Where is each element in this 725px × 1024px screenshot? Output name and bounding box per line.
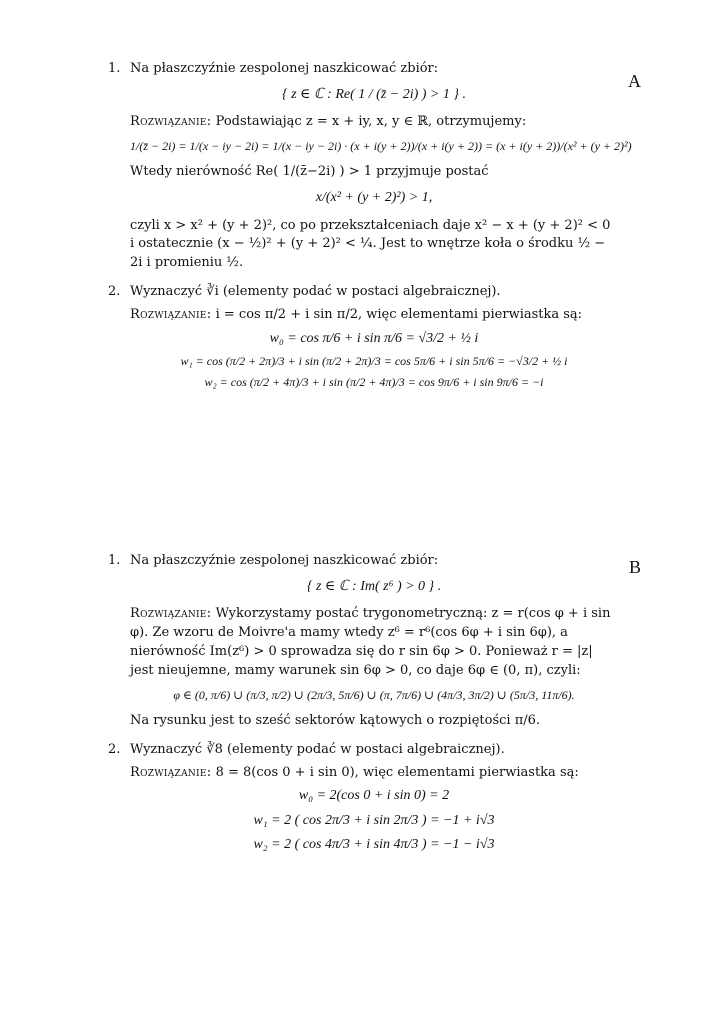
problem-number: 2. [108,741,121,757]
variant-label: B [628,557,641,577]
solution-intro [130,113,618,132]
solution-intro [130,306,618,325]
problem-2 [108,741,618,856]
variant-b-section [0,552,725,859]
variant-a-section [0,60,725,396]
solution-label: Rozwiązanie: [130,114,212,130]
problem-number: 1. [108,61,121,76]
text-3: czyli x > x² + (y + 2)², co po przekształceniach daje x² − x + (y + 2)² < 0 i ostatecznie (x − ½)² + (y + 2)² < ¼. Jest to wnętrze koła o środku ½ − 2i i promieniu ½. [130,217,611,271]
text-after: Na rysunku jest to sześć sektorów kątowych o rozpiętości π/6. [130,712,541,728]
solution-intro-text: i = cos π/2 + i sin π/2, więc elementami pierwiastka są: [211,306,583,322]
solution-label: Rozwiązanie: [130,606,212,622]
root-w1: w₁ = 2 ( cos 2π/3 + i sin 2π/3 ) = −1 + i√3 [253,812,495,828]
solution-body-text: Wykorzystamy postać trygonometryczną: z = r(cos φ + i sin φ). Ze wzoru de Moivre'a mamy wtedy z⁶ = r⁶(cos 6φ + i sin 6φ), a nierówność Im(z⁶) > 0 sprowadza się do r sin 6φ > 0. Ponieważ r = |z| jest nieujemne, mamy warunek sin 6φ > 0, co daje 6φ ∈ (0, π), czyli: [130,606,611,678]
set-definition: { z ∈ ℂ : Im( z⁶ ) > 0 } . [306,578,442,594]
root-w2: w₂ = cos (π/2 + 4π)/3 + i sin (π/2 + 4π)/3 = cos 9π/6 + i sin 9π/6 = −i [204,375,544,390]
solution-label: Rozwiązanie: [130,306,212,322]
equation-1: 1/(z̄ − 2i) = 1/(x − iy − 2i) = 1/(x − iy − 2i) · (x + i(y + 2))/(x + i(y + 2)) = (x + i(y + 2))/(x² + (y + 2)²) [130,138,632,153]
problem-statement: Na płaszczyźnie zespolonej naszkicować zbiór: [130,553,439,568]
solution-intro [130,764,618,783]
problem-2 [108,283,618,392]
text-2: Wtedy nierówność Re( 1/(z̄−2i) ) > 1 przyjmuje postać [130,164,489,180]
problem-statement: Na płaszczyźnie zespolonej naszkicować zbiór: [130,61,439,76]
root-w2: w₂ = 2 ( cos 4π/3 + i sin 4π/3 ) = −1 − i√3 [253,837,495,853]
solution-intro-text: Podstawiając z = x + iy, x, y ∈ ℝ, otrzymujemy: [211,114,527,130]
problem-1 [108,60,632,273]
problem-number: 1. [108,553,121,568]
root-w0: w₀ = cos π/6 + i sin π/6 = √3/2 + ½ i [269,330,479,346]
equation-2: x/(x² + (y + 2)²) > 1, [315,190,433,206]
variant-label: A [628,71,641,91]
problem-statement: Wyznaczyć ∛8 (elementy podać w postaci algebraicznej). [130,741,505,757]
problem-number: 2. [108,284,121,300]
set-definition: { z ∈ ℂ : Re( 1 / (z̄ − 2i) ) > 1 } . [282,86,466,102]
root-w0: w₀ = 2(cos 0 + i sin 0) = 2 [298,788,450,804]
angle-set-equation: φ ∈ (0, π/6) ∪ (π/3, π/2) ∪ (2π/3, 5π/6) ∪ (π, 7π/6) ∪ (4π/3, 3π/2) ∪ (5π/3, 11π/6). [173,687,575,702]
root-w1: w₁ = cos (π/2 + 2π)/3 + i sin (π/2 + 2π)/3 = cos 5π/6 + i sin 5π/6 = −√3/2 + ½ i [180,354,568,369]
problem-1 [108,552,618,731]
problem-statement: Wyznaczyć ∛i (elementy podać w postaci algebraicznej). [130,284,501,300]
solution-text [130,605,618,680]
solution-label: Rozwiązanie: [130,764,212,780]
solution-intro-text: 8 = 8(cos 0 + i sin 0), więc elementami pierwiastka są: [211,764,579,780]
